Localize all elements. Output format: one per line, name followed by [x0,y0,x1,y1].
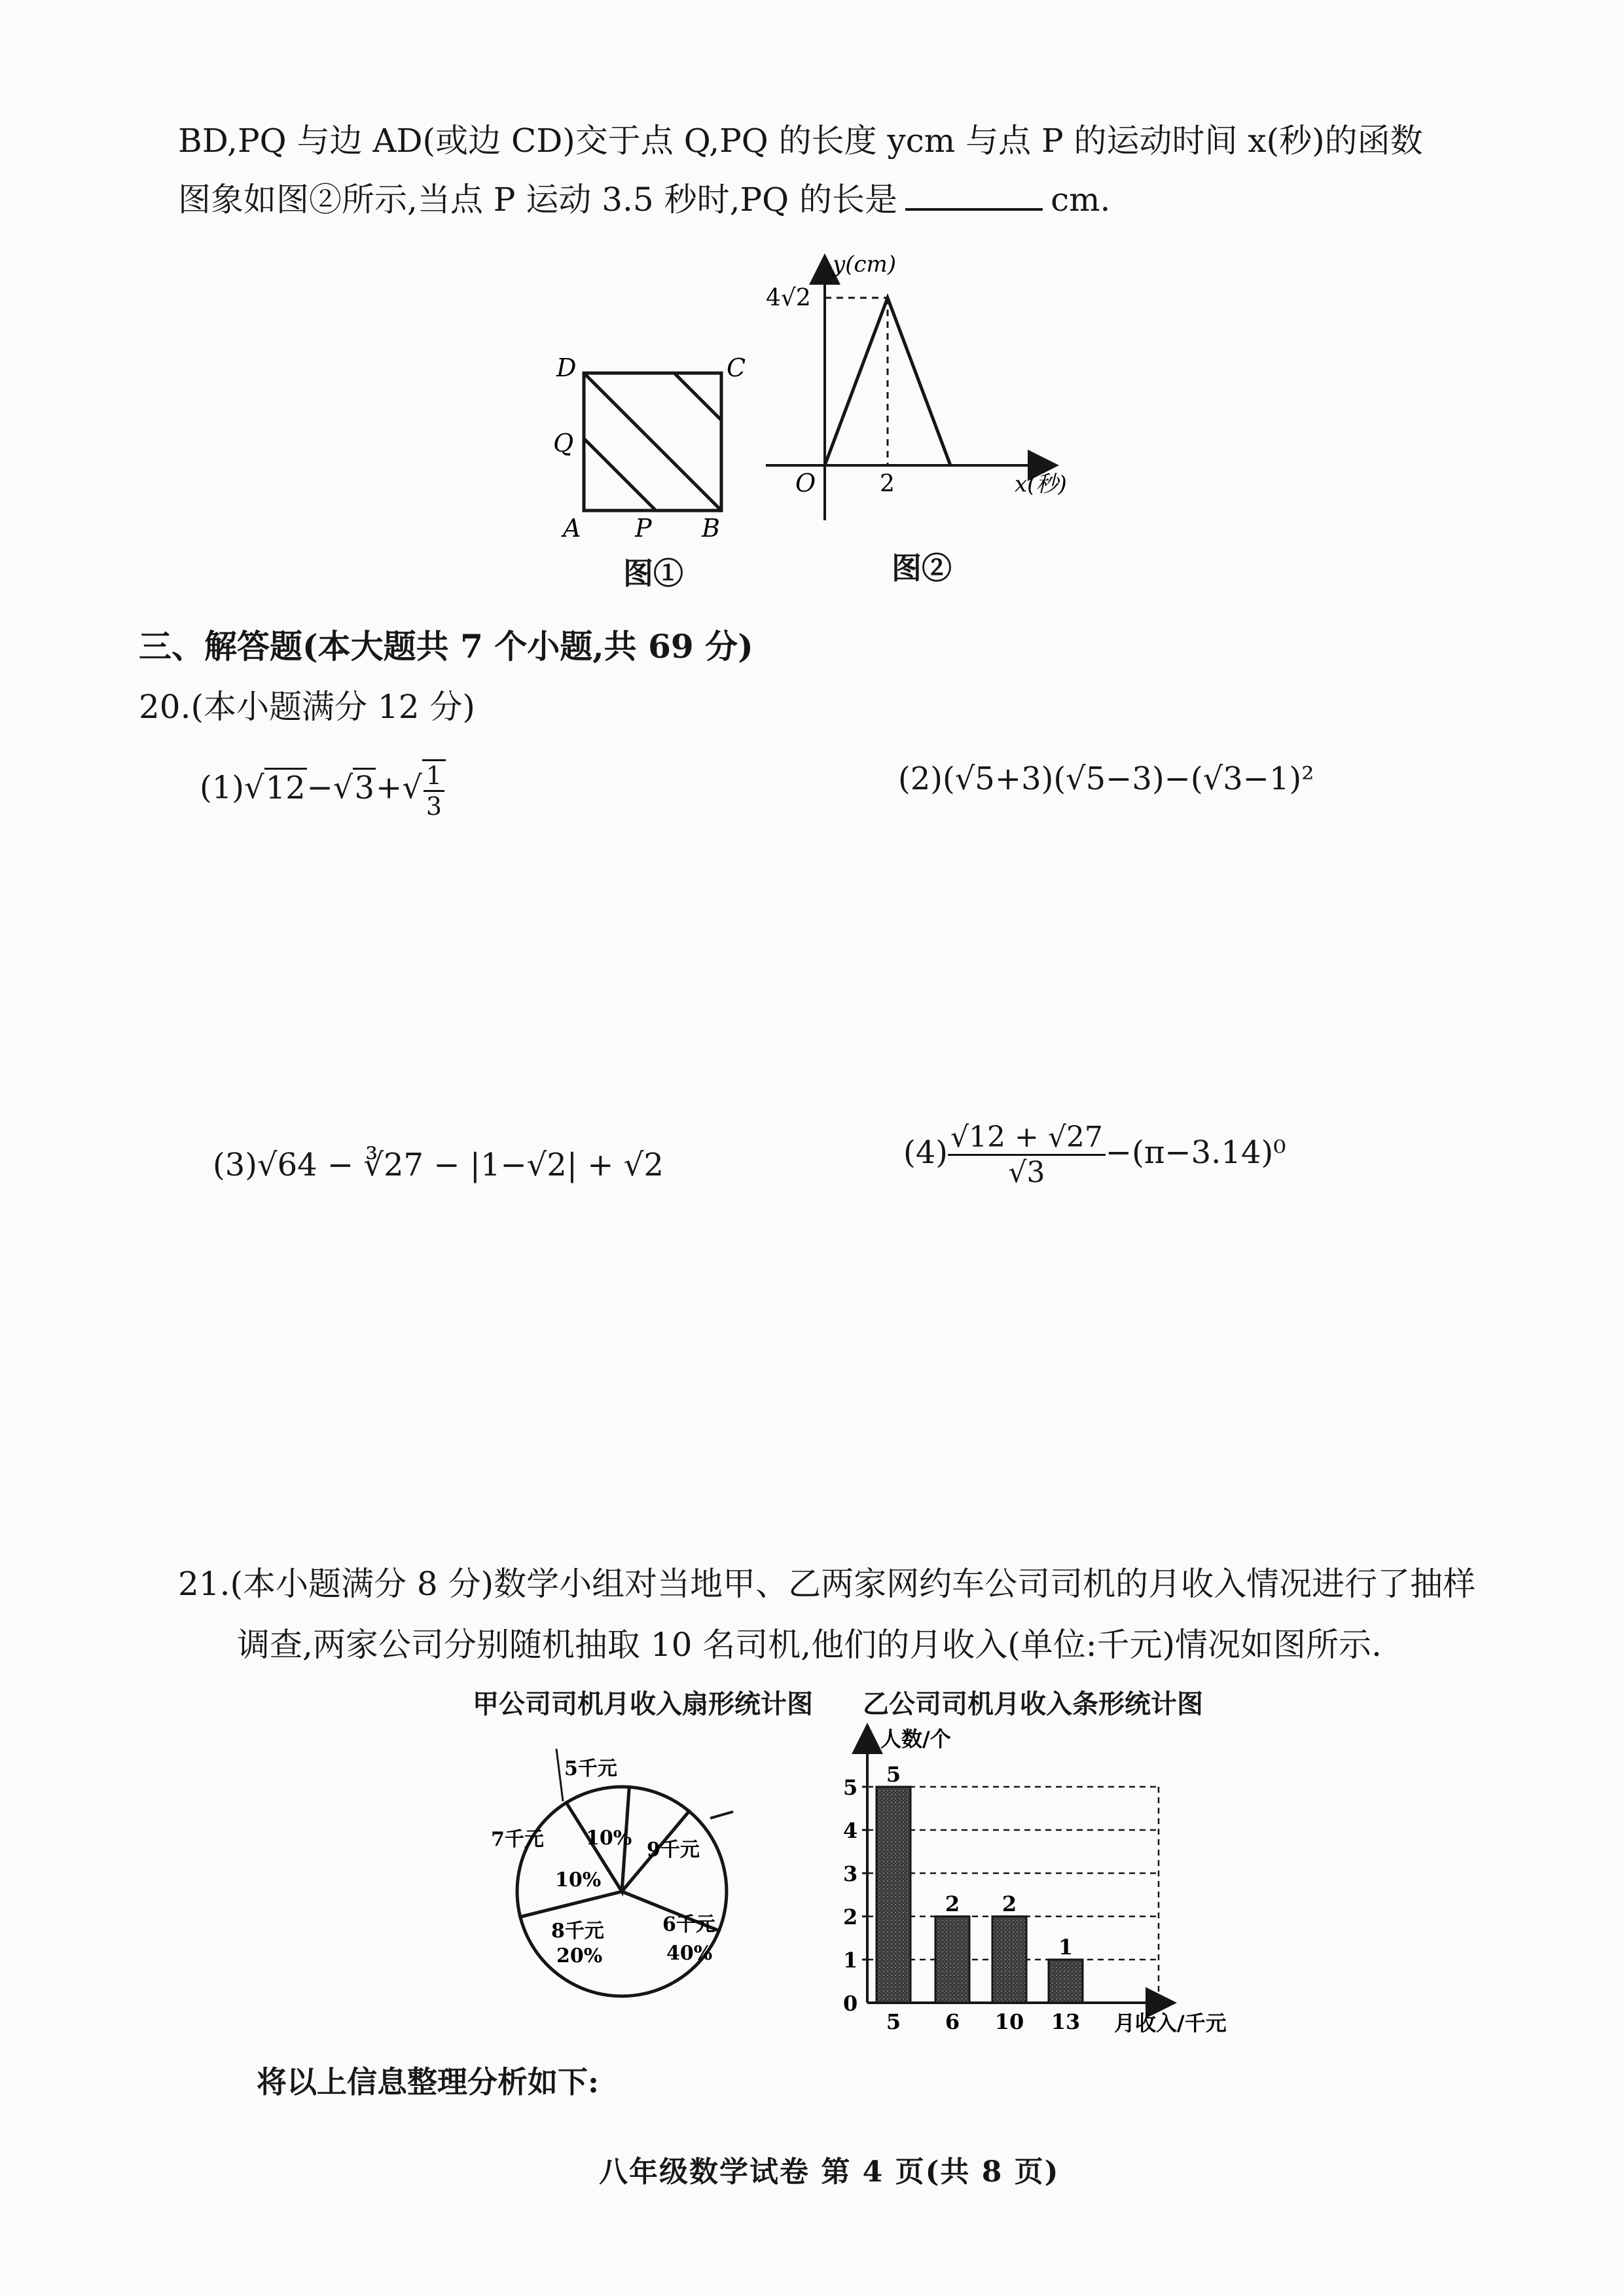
bar-y-tick: 2 [843,1905,858,1929]
bar-y-label: 人数/个 [880,1727,951,1751]
part4-fraction [948,1121,1106,1189]
pie-pct-8k: 20% [556,1945,603,1967]
part4-frac-den: √3 [1008,1156,1045,1189]
label-C: C [727,353,746,382]
label-P: P [635,514,652,543]
bar-value-label: 2 [945,1892,960,1916]
q19-line1: BD,PQ 与边 AD(或边 CD)交于点 Q,PQ 的长度 ycm 与点 P 的运动时间 x(秒)的函数 [178,122,1423,160]
pie-label-9k: 9千元 [647,1839,700,1861]
pie-chart-title: 甲公司司机月收入扇形统计图 [473,1689,813,1719]
answer-blank [905,183,1043,211]
bar-value-label: 5 [886,1762,901,1787]
q19-line2-suffix: cm. [1051,181,1111,219]
q20-part3: (3)√64 − ∛27 − |1−√2| + √2 [213,1147,664,1183]
origin-label: O [795,469,816,497]
q21-closing: 将以上信息整理分析如下: [257,2064,599,2100]
bar-category-label: 6 [945,2009,960,2034]
part1-frac-num: 1 [424,761,444,792]
q20-heading: 20.(本小题满分 12 分) [139,688,475,726]
part4-tail: −(π−3.14)⁰ [1105,1134,1286,1171]
bar-y-tick: 4 [843,1818,858,1843]
part1-frac-den: 3 [425,792,442,821]
pie-label-6k: 6千元 [662,1913,715,1936]
part1-radicand-b: 3 [353,768,376,806]
label-Q: Q [553,429,574,457]
part1-fraction [422,759,446,821]
pie-pct-7k: 10% [555,1869,602,1892]
q21-line1: 21.(本小题满分 8 分)数学小组对当地甲、乙两家网约车公司司机的月收入情况进行了抽样 [178,1565,1476,1603]
pie-pct-5k: 10% [586,1827,632,1850]
bar-5 [876,1787,911,2003]
q19-line2-prefix: 图象如图②所示,当点 P 运动 3.5 秒时,PQ 的长是 [178,181,898,219]
pie-label-8k: 8千元 [551,1920,604,1943]
bar-y-tick: 0 [843,1991,858,2016]
figure1-square [537,340,753,550]
x-axis-label: x(秒) [1015,471,1067,497]
figure2-caption: 图② [892,550,952,586]
x-tick-2: 2 [880,471,895,497]
bar-category-label: 13 [1051,2009,1081,2034]
label-D: D [556,353,577,382]
bar-marks [843,1762,1083,2034]
q21-line2: 调查,两家公司分别随机抽取 10 名司机,他们的月收入(单位:千元)情况如图所示. [237,1626,1382,1664]
bar-category-label: 10 [994,2009,1024,2034]
figure2-graph [759,245,1100,533]
y-axis-label: y(cm) [833,251,897,278]
part4-frac-num: √12 + √27 [948,1121,1106,1156]
bar-y-tick: 5 [843,1775,858,1800]
bar-y-tick: 3 [843,1861,858,1886]
q20-part2: (2)(√5+3)(√5−3)−(√3−1)² [898,761,1314,797]
bar-chart-title: 乙公司司机月收入条形统计图 [863,1689,1203,1719]
section3-heading: 三、解答题(本大题共 7 个小题,共 69 分) [139,627,753,666]
bar-13 [1049,1960,1083,2003]
pie-label-7k: 7千元 [491,1828,544,1851]
bar-y-tick: 1 [843,1948,858,1973]
part4-number: (4) [903,1134,948,1171]
bar-value-label: 2 [1001,1892,1017,1916]
q20-part1: (1)√12−√3+√ $\frac{1}{3}$ [200,759,446,821]
part1-number: (1) [200,769,244,806]
part1-radicand-a: 12 [264,768,307,806]
bar-category-label: 5 [886,2009,901,2034]
pie-chart [471,1741,772,2029]
bar-chart [831,1715,1263,2042]
page-footer: 八年级数学试卷 第 4 页(共 8 页) [599,2155,1060,2189]
bar-10 [992,1916,1026,2003]
bar-value-label: 1 [1058,1935,1074,1960]
label-B: B [702,514,720,543]
pie-pct-6k: 40% [666,1942,713,1965]
pie-label-5k: 5千元 [564,1757,617,1780]
q20-part4 [903,1121,1286,1189]
label-A: A [563,514,581,543]
bar-x-label: 月收入/千元 [1114,2011,1227,2036]
q19-line2 [178,181,1111,219]
peak-label: 4√2 [766,285,811,312]
bar-6 [935,1916,969,2003]
figure1-caption: 图① [623,556,683,591]
